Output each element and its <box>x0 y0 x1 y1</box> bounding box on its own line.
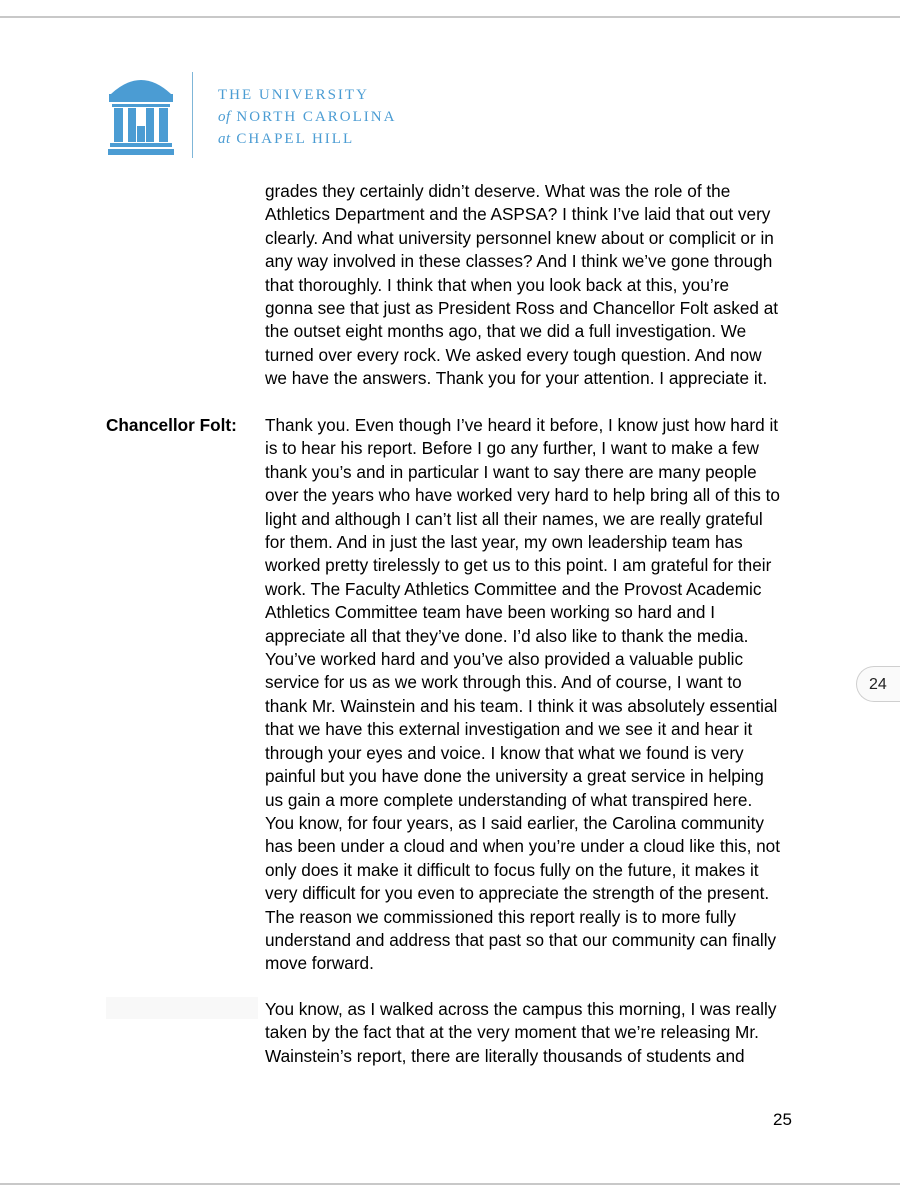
wordmark-line-2 <box>218 106 396 128</box>
speaker-placeholder <box>106 997 258 1019</box>
text-line: us gain a more complete understanding of what transpired here. <box>265 789 753 810</box>
text-line: for them. And in just the last year, my own leadership team has <box>265 532 743 553</box>
wordmark-line-3 <box>218 128 396 150</box>
text-line: that we have this external investigation and we see it and hear it <box>265 719 753 740</box>
text-line: has been under a cloud and when you’re under a cloud like this, not <box>265 836 781 857</box>
page-number: 25 <box>773 1110 792 1129</box>
text-line: worked pretty tirelessly to get us to this point. I am grateful for their <box>265 555 772 576</box>
text-line: clearly. And what university personnel knew about or complicit or in <box>265 227 774 248</box>
text-line: light and although I can’t list all their names, we are really grateful <box>265 508 763 529</box>
wordmark-line-1: THE UNIVERSITY <box>218 87 369 103</box>
wordmark-chapel-hill: CHAPEL HILL <box>236 131 355 147</box>
text-line: that thoroughly. I think that when you look back at this, you’re <box>265 274 730 295</box>
text-line: You’ve worked hard and you’ve also provided a valuable public <box>265 649 744 670</box>
wordmark-of: of <box>218 109 231 125</box>
page-tab[interactable]: 24 <box>856 666 900 702</box>
logo-divider <box>192 72 193 158</box>
text-line: Athletics Committee team have been working so hard and I <box>265 602 715 623</box>
text-line: service for us as we work through this. And of course, I want to <box>265 672 742 693</box>
old-well-logo-icon <box>108 70 174 156</box>
text-line: Thank you. Even though I’ve heard it before, I know just how hard it <box>265 415 779 435</box>
speech-paragraph <box>265 414 805 976</box>
wordmark-at: at <box>218 131 231 147</box>
text-line: Wainstein’s report, there are literally thousands of students and <box>265 1045 745 1066</box>
text-line: is to hear his report. Before I go any further, I want to make a few <box>265 438 759 459</box>
text-line: turned over every rock. We asked every tough question. And now <box>265 344 762 365</box>
text-line: grades they certainly didn’t deserve. What was the role of the <box>265 181 731 201</box>
continuation-paragraph <box>265 180 805 391</box>
text-line: work. The Faculty Athletics Committee and the Provost Academic <box>265 578 762 599</box>
text-line: thank you’s and in particular I want to say there are many people <box>265 461 757 482</box>
text-line: understand and address that past so that our community can finally <box>265 929 777 950</box>
text-line: any way involved in these classes? And I think we’ve gone through <box>265 251 773 272</box>
university-wordmark <box>218 84 396 150</box>
text-line: over the years who have worked very hard to help bring all of this to <box>265 485 780 506</box>
bottom-border <box>0 1183 900 1185</box>
top-border <box>0 16 900 18</box>
speaker-label: Chancellor Folt: <box>106 415 237 435</box>
text-line: appreciate all that they’ve done. I’d also like to thank the media. <box>265 625 749 646</box>
text-line: through your eyes and voice. I know that what we found is very <box>265 742 744 763</box>
text-line: You know, as I walked across the campus this morning, I was really <box>265 999 777 1019</box>
next-paragraph <box>265 998 805 1068</box>
text-line: only does it make it difficult to focus fully on the future, it makes it <box>265 859 759 880</box>
text-line: Athletics Department and the ASPSA? I think I’ve laid that out very <box>265 204 771 225</box>
text-line: painful but you have done the university a great service in helping <box>265 766 764 787</box>
text-line: very difficult for you even to appreciate the strength of the present. <box>265 883 770 904</box>
text-line: You know, for four years, as I said earlier, the Carolina community <box>265 812 764 833</box>
text-line: taken by the fact that at the very moment that we’re releasing Mr. <box>265 1022 759 1043</box>
text-line: thank Mr. Wainstein and his team. I think it was absolutely essential <box>265 695 778 716</box>
wordmark-north-carolina: NORTH CAROLINA <box>236 109 397 125</box>
text-line: we have the answers. Thank you for your attention. I appreciate it. <box>265 368 768 389</box>
text-line: the outset eight months ago, that we did a full investigation. We <box>265 321 747 342</box>
text-line: move forward. <box>265 953 374 974</box>
text-line: The reason we commissioned this report really is to more fully <box>265 906 736 927</box>
text-line: gonna see that just as President Ross and Chancellor Folt asked at <box>265 298 779 319</box>
